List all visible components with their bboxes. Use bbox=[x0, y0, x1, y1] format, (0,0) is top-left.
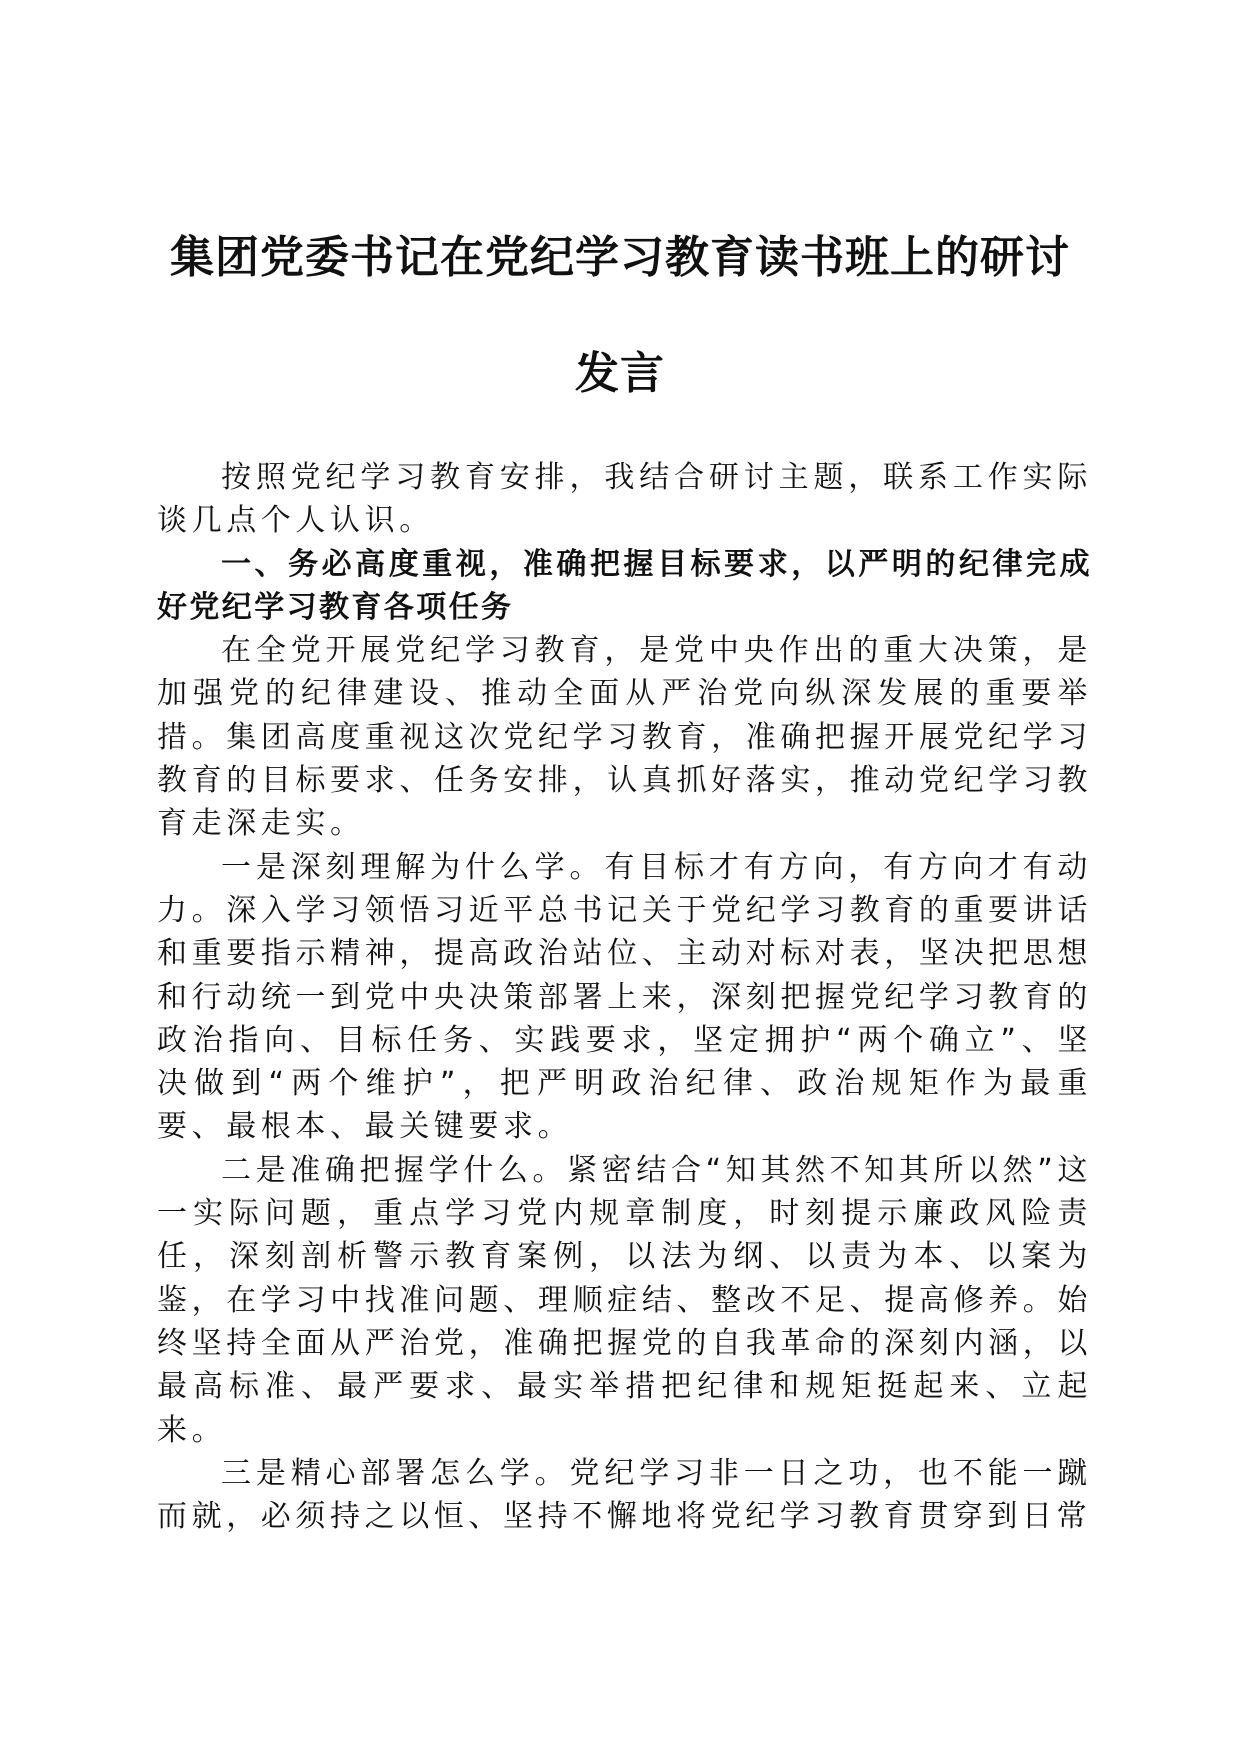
intro-paragraph: 按照党纪学习教育安排，我结合研讨主题，联系工作实际谈几点个人认识。 bbox=[157, 460, 1092, 539]
body-paragraph: 一是深刻理解为什么学。有目标才有方向，有方向才有动力。深入学习领悟习近平总书记关于党纪学习教育的重要讲话和重要指示精神，提高政治站位、主动对标对表，坚决把思想和行动统一到党中央决策部署上来，深刻把握党纪学习教育的政治指向、目标任务、实践要求，坚定拥护“两个确立”、坚决做到“两个维护”，把严明政治纪律、政治规矩作为最重要、最根本、最关键要求。 bbox=[157, 849, 1092, 1145]
body-paragraph: 三是精心部署怎么学。党纪学习非一日之功，也不能一蹴而就，必须持之以恒、坚持不懈地将党纪学习教育贯穿到日常 bbox=[157, 1455, 1092, 1535]
document-body bbox=[157, 456, 1092, 1538]
document-title-line-1: 集团党委书记在党纪学习教育读书班上的研讨 bbox=[170, 232, 1070, 283]
document-title-line-2: 发言 bbox=[575, 348, 665, 399]
section-heading-1: 一、务必高度重视，准确把握目标要求，以严明的纪律完成好党纪学习教育各项任务 bbox=[157, 546, 1092, 625]
body-paragraph: 二是准确把握学什么。紧密结合“知其然不知其所以然”这一实际问题，重点学习党内规章制度，时刻提示廉政风险责任，深刻剖析警示教育案例，以法为纲、以责为本、以案为鉴，在学习中找准问题、理顺症结、整改不足、提高修养。始终坚持全面从严治党，准确把握党的自我革命的深刻内涵，以最高标准、最严要求、最实举措把纪律和规矩挺起来、立起来。 bbox=[157, 1152, 1092, 1448]
body-paragraph: 在全党开展党纪学习教育，是党中央作出的重大决策，是加强党的纪律建设、推动全面从严治党向纵深发展的重要举措。集团高度重视这次党纪学习教育，准确把握开展党纪学习教育的目标要求、任务安排，认真抓好落实，推动党纪学习教育走深走实。 bbox=[157, 633, 1092, 842]
